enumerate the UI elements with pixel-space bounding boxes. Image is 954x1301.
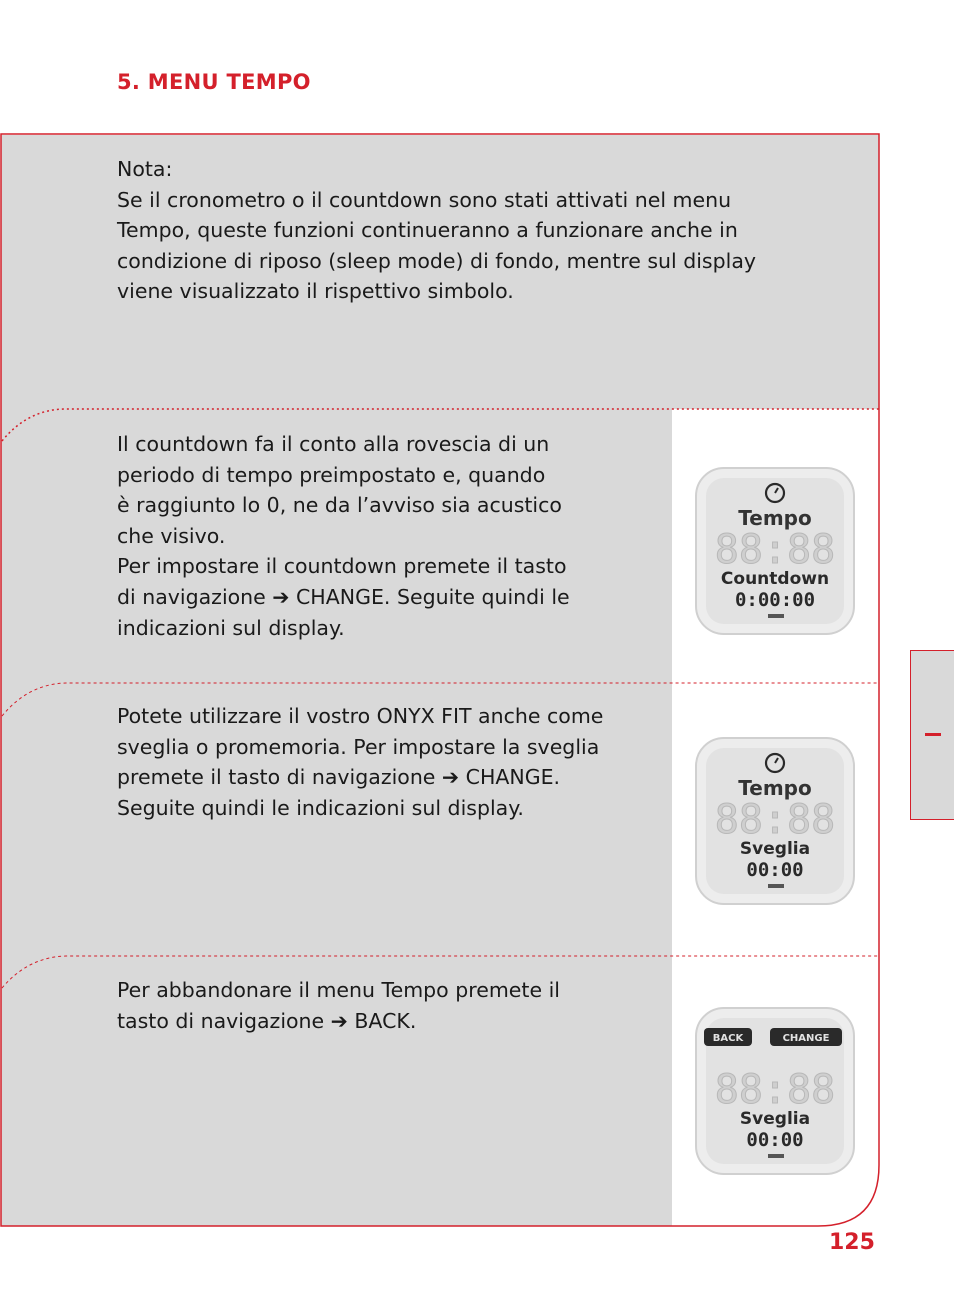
lcd-digits: 88:88 [714,527,836,573]
page-number: 125 [829,1230,875,1255]
lcd-display-alarm [690,730,860,910]
lcd-display-countdown [690,460,860,640]
battery-icon [768,1154,784,1158]
chapter-side-tab [910,650,954,820]
countdown-text: Il countdown fa il conto alla rovescia di un periodo di tempo preimpostato e, quando è raggiunto lo 0, ne da l’avviso sia acustico che visivo. Per impostare il countdown premete il tasto di navigazione ➔ CHANGE. Seguite quindi le indicazioni sul display. [117,432,570,640]
lcd-label: Countdown [720,569,830,589]
lcd-value: 00:00 [746,859,804,881]
exit-text: Per abbandonare il menu Tempo premete il tasto di navigazione ➔ BACK. [117,978,560,1033]
lcd-label: Sveglia [739,839,811,859]
lcd-label: Sveglia [739,1109,811,1129]
change-softkey-label: CHANGE [782,1033,830,1044]
lcd-value: 00:00 [746,1129,804,1151]
lcd-display-back [690,1000,860,1180]
battery-icon [768,884,784,888]
note-text: Nota: Se il cronometro o il countdown sono stati attivati nel menu Tempo, queste funzioni continueranno a funzionare anche in condizione di riposo (sleep mode) di fondo, mentre sul display viene visualizzato il rispettivo simbolo. [117,157,757,304]
dash-icon [925,733,941,736]
lcd-digits: 88:88 [714,797,836,843]
lcd-title: Tempo [738,776,812,800]
battery-icon [768,614,784,618]
page-title: 5. MENU TEMPO [117,70,311,94]
lcd-value: 0:00:00 [734,589,816,611]
lcd-digits: 88:88 [714,1067,836,1113]
alarm-text: Potete utilizzare il vostro ONYX FIT anche come sveglia o promemoria. Per impostare la sveglia premete il tasto di navigazione ➔ CHANGE. Seguite quindi le indicazioni sul display. [117,704,604,820]
lcd-title: Tempo [738,506,812,530]
back-softkey-label: BACK [712,1033,744,1044]
